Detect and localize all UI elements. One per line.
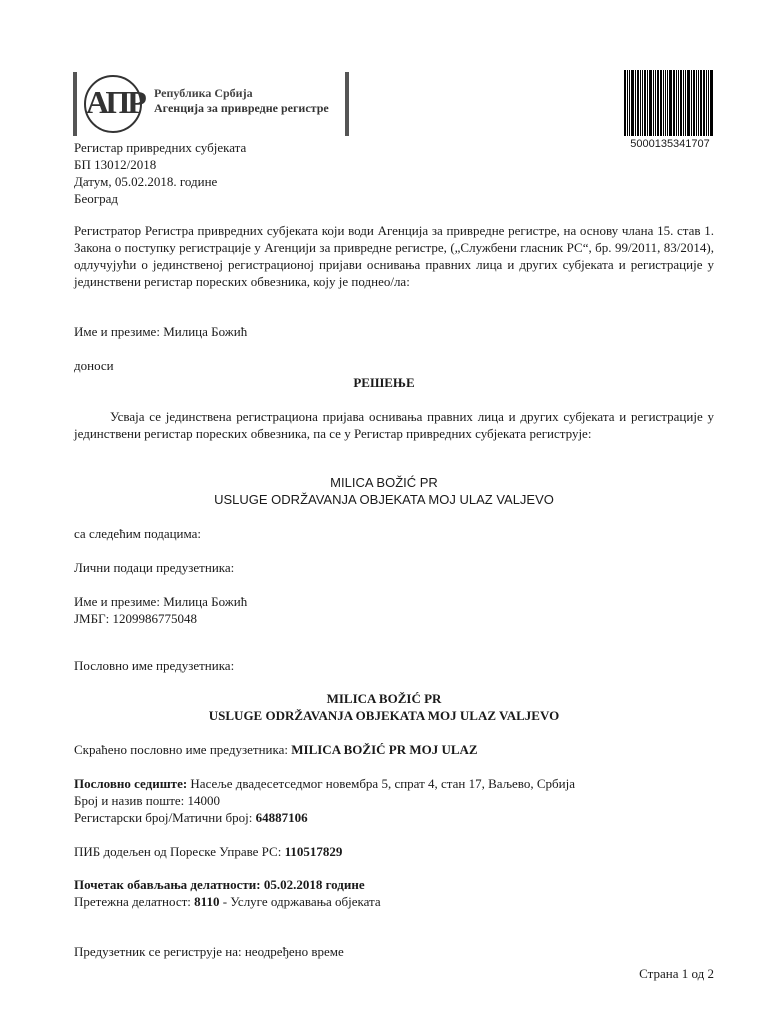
name-line xyxy=(74,593,247,610)
reg-label: Регистарски број/Матични број: xyxy=(74,810,253,825)
applicant-label: Име и презиме: xyxy=(74,324,160,339)
logo-left-bar xyxy=(73,72,77,136)
decision-title: РЕШЕЊЕ xyxy=(353,375,415,390)
start-line xyxy=(74,876,365,893)
barcode-bar xyxy=(685,70,686,136)
logo-line2: Агенција за привредне регистре xyxy=(154,101,329,115)
seat-value: Насеље двадесетседмог новембра 5, спрат 4, стан 17, Ваљево, Србија xyxy=(190,776,575,791)
barcode-bar xyxy=(663,70,664,136)
applicant-line xyxy=(74,323,247,340)
bp-number: БП 13012/2018 xyxy=(74,157,157,172)
document-city: Београд xyxy=(74,191,118,206)
barcode-bar xyxy=(644,70,646,136)
barcode-bar xyxy=(680,70,682,136)
barcode-bar xyxy=(631,70,634,136)
name-label: Име и презиме: xyxy=(74,594,160,609)
business-line2: USLUGE ODRŽAVANJA OBJEKATA MOJ ULAZ VALJEVO xyxy=(208,708,560,723)
barcode-bar xyxy=(700,70,702,136)
barcode-bar xyxy=(678,70,679,136)
duration-value: неодређено време xyxy=(244,944,344,959)
barcode-bar xyxy=(706,70,707,136)
barcode-bar xyxy=(635,70,636,136)
reg-value: 64887106 xyxy=(255,810,308,825)
barcode-bar xyxy=(698,70,699,136)
barcode-bar xyxy=(647,70,648,136)
activity-code: 8110 xyxy=(194,894,220,909)
start-value: 05.02.2018 године xyxy=(263,877,365,892)
with-data-text: са следећим подацима: xyxy=(74,526,202,541)
duration-line xyxy=(74,943,344,960)
barcode-bar xyxy=(627,70,628,136)
seat-line xyxy=(74,775,575,792)
activity-line xyxy=(74,893,381,910)
barcode-bar xyxy=(673,70,675,136)
barcode-bar xyxy=(653,70,654,136)
pib-label: ПИБ додељен од Пореске Управе РС: xyxy=(74,844,282,859)
business-line1: MILICA BOŽIĆ PR xyxy=(326,691,442,706)
barcode-bar xyxy=(637,70,639,136)
company-line2: USLUGE ODRŽAVANJA OBJEKATA MOJ ULAZ VALJEVO xyxy=(214,492,554,507)
start-label: Почетак обављања делатности: xyxy=(74,877,261,892)
barcode-number: 5000135341707 xyxy=(630,138,710,150)
name-value: Милица Божић xyxy=(163,594,248,609)
logo-line1: Република Србија xyxy=(154,86,253,100)
short-name-value: MILICA BOŽIĆ PR MOJ ULAZ xyxy=(291,742,478,757)
decision-paragraph: Усваја се јединствена регистрациона пријава оснивања правних лица и других субјеката и регистрације у јединствени регистар пореских обвезника, па се у Регистар привредних субјеката региструје: xyxy=(74,409,714,441)
barcode-bar xyxy=(624,70,626,136)
barcode-bar xyxy=(669,70,672,136)
barcode-bar xyxy=(642,70,643,136)
barcode-bar xyxy=(660,70,662,136)
barcode-bar xyxy=(696,70,697,136)
barcode-bar xyxy=(691,70,692,136)
intro-paragraph: Регистратор Регистра привредних субјеката који води Агенција за привредне регистре, на основу члана 15. став 1. Закона о поступку регистрације у Агенцији за привредне регистре, („Службени гласник РС“, бр. 99/2011, 83/2014), одлучујући о јединственој регистрационој пријави оснивања правних лица и других субјеката и регистрације у јединствени регистар пореских обвезника, коју је поднео/ла: xyxy=(74,223,714,289)
document-date: Датум, 05.02.2018. године xyxy=(74,174,218,189)
company-line1: MILICA BOŽIĆ PR xyxy=(330,475,438,490)
duration-label: Предузетник се региструје на: xyxy=(74,944,242,959)
barcode-bar xyxy=(708,70,709,136)
barcode-bar xyxy=(710,70,713,136)
barcode-bar xyxy=(657,70,659,136)
register-name: Регистар привредних субјеката xyxy=(74,140,247,155)
short-name-line xyxy=(74,741,478,758)
barcode-bar xyxy=(640,70,641,136)
barcode-bar xyxy=(687,70,690,136)
seat-label: Пословно седиште: xyxy=(74,776,188,791)
barcode-bar xyxy=(676,70,677,136)
post-line xyxy=(74,792,220,809)
personal-heading: Лични подаци предузетника: xyxy=(74,560,235,575)
barcode-bar xyxy=(655,70,656,136)
post-label: Број и назив поште: xyxy=(74,793,185,808)
activity-desc: - Услуге одржавања објеката xyxy=(222,894,381,909)
business-name-heading: Пословно име предузетника: xyxy=(74,658,235,673)
post-value: 14000 xyxy=(187,793,221,808)
barcode xyxy=(624,70,716,136)
jmbg-line xyxy=(74,610,197,627)
barcode-bar xyxy=(667,70,668,136)
short-name-label: Скраћено пословно име предузетника: xyxy=(74,742,288,757)
page-number: Страна 1 од 2 xyxy=(639,966,714,981)
logo-text: АПР xyxy=(86,84,144,120)
jmbg-label: ЈМБГ: xyxy=(74,611,110,626)
barcode-bar xyxy=(703,70,705,136)
barcode-bar xyxy=(665,70,666,136)
logo-right-bar xyxy=(345,72,349,136)
jmbg-value: 1209986775048 xyxy=(112,611,197,626)
pib-value: 110517829 xyxy=(284,844,343,859)
activity-label: Претежна делатност: xyxy=(74,894,191,909)
pib-line xyxy=(74,843,342,860)
barcode-bar xyxy=(629,70,630,136)
donosi-text: доноси xyxy=(74,358,114,373)
reg-line xyxy=(74,809,308,826)
applicant-name: Милица Божић xyxy=(163,324,248,339)
barcode-bar xyxy=(683,70,684,136)
barcode-bar xyxy=(649,70,652,136)
barcode-bar xyxy=(693,70,695,136)
